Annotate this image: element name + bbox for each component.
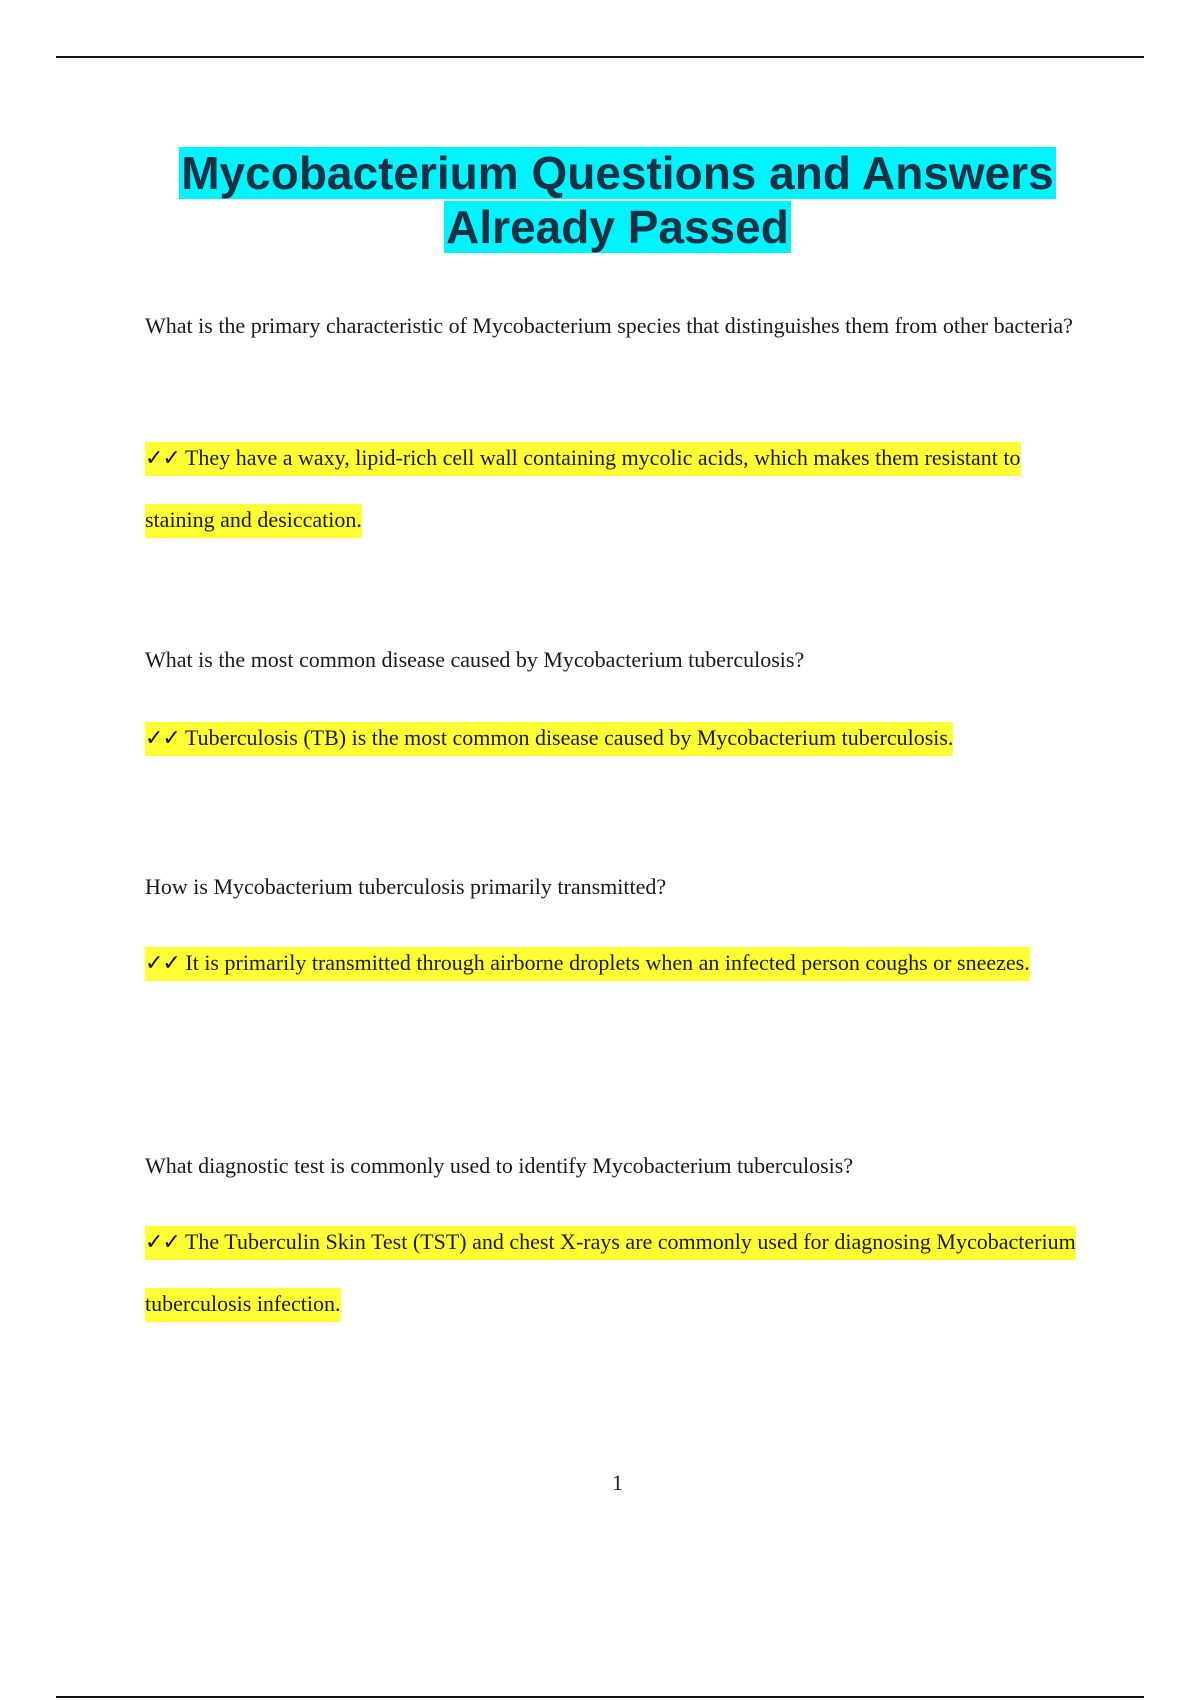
question-2: What is the most common disease caused by Mycobacterium tuberculosis? bbox=[145, 647, 805, 672]
answer-highlight bbox=[145, 1226, 1076, 1322]
answer-highlight bbox=[145, 947, 1030, 981]
double-check-icon: ✓✓ bbox=[145, 951, 180, 976]
answer-text: Tuberculosis (TB) is the most common disease caused by Mycobacterium tuberculosis. bbox=[184, 725, 954, 750]
answer-4 bbox=[145, 1211, 1095, 1334]
answer-highlight bbox=[145, 722, 953, 756]
answer-2 bbox=[145, 707, 1095, 769]
double-check-icon: ✓✓ bbox=[145, 446, 180, 471]
answer-text: The Tuberculin Skin Test (TST) and chest X-rays are commonly used for diagnosing Mycobacterium tuberculosis infection. bbox=[145, 1229, 1076, 1316]
document-title bbox=[100, 146, 1135, 254]
answer-highlight bbox=[145, 442, 1021, 538]
question-3: How is Mycobacterium tuberculosis primarily transmitted? bbox=[145, 874, 667, 899]
header-rule bbox=[56, 56, 1144, 58]
question-1: What is the primary characteristic of Mycobacterium species that distinguishes them from other bacteria? bbox=[145, 313, 1073, 338]
answer-3 bbox=[145, 932, 1095, 994]
title-line-2: Already Passed bbox=[446, 201, 789, 253]
page-number: 1 bbox=[612, 1470, 623, 1495]
question-4: What diagnostic test is commonly used to identify Mycobacterium tuberculosis? bbox=[145, 1153, 854, 1178]
answer-text: They have a waxy, lipid-rich cell wall containing mycolic acids, which makes them resistant to staining and desiccation. bbox=[145, 445, 1021, 532]
title-line-1: Mycobacterium Questions and Answers bbox=[181, 147, 1054, 199]
double-check-icon: ✓✓ bbox=[145, 726, 180, 751]
answer-1 bbox=[145, 427, 1095, 550]
answer-text: It is primarily transmitted through airborne droplets when an infected person coughs or sneezes. bbox=[185, 950, 1030, 975]
double-check-icon: ✓✓ bbox=[145, 1230, 180, 1255]
footer-rule bbox=[56, 1696, 1144, 1698]
